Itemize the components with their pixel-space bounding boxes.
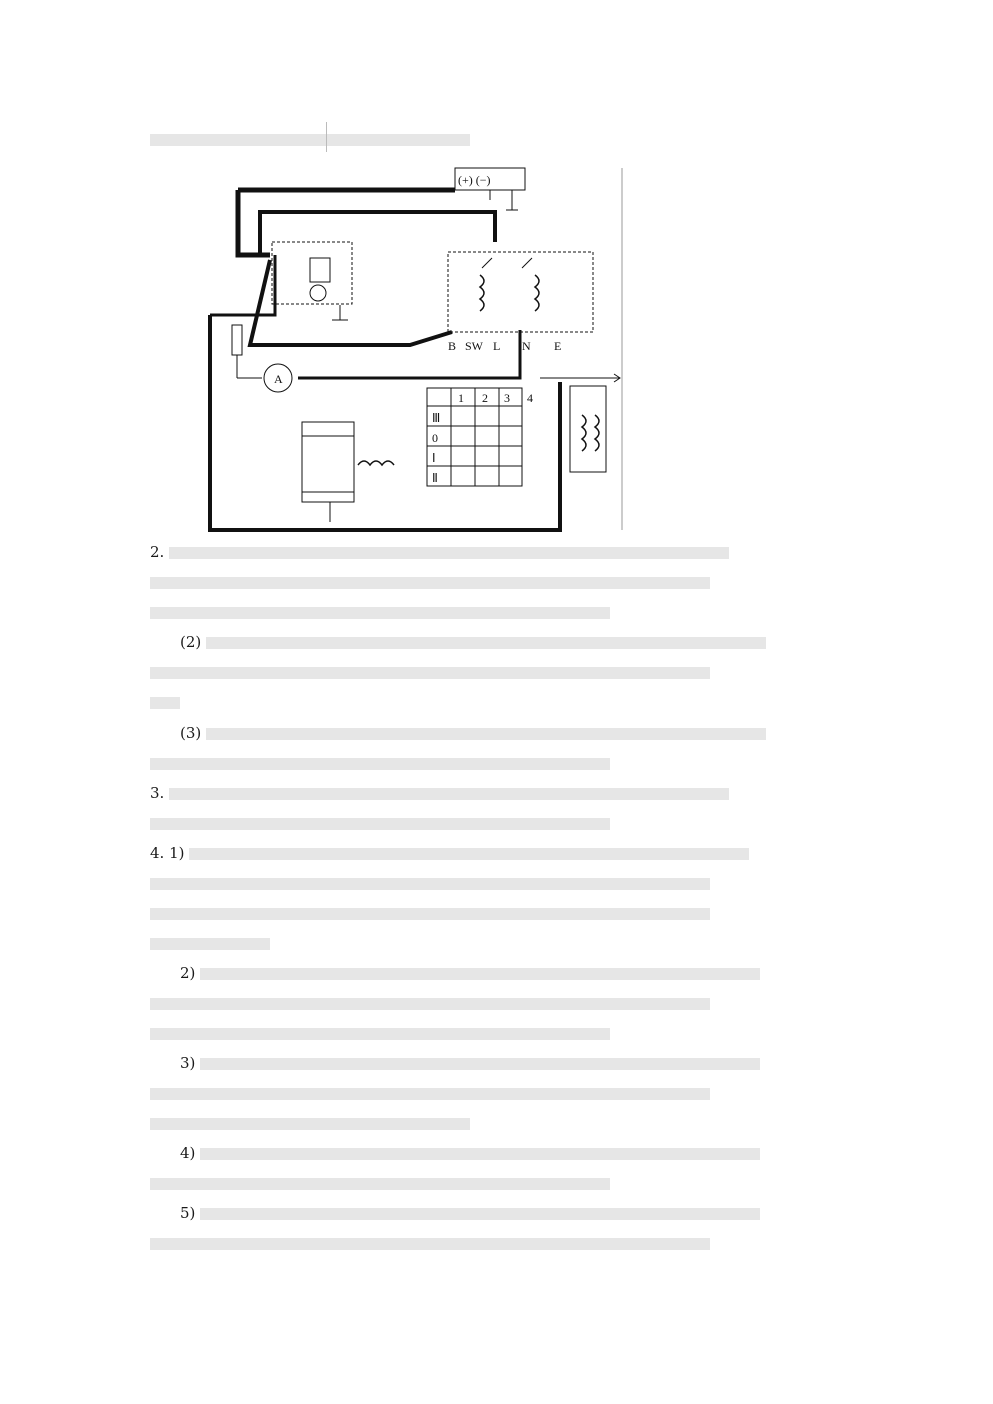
text-placeholder [150,1028,610,1040]
text-placeholder [150,1178,610,1190]
answer-1-heading [150,128,850,150]
switch-row-0: 0 [432,431,438,445]
text-placeholder [150,667,710,679]
text-placeholder [206,637,766,649]
answer-4-item-5-line-2 [150,1232,850,1254]
switch-col-2: 2 [482,391,488,405]
ammeter-label: A [274,372,283,386]
answer-2-para-2-line-1: (2) [180,631,850,653]
answer-2-line-2 [150,571,850,593]
answer-2-line-1: 2. [150,541,850,563]
text-placeholder [169,788,729,800]
answer-4-item-2-line-2 [150,992,850,1014]
text-placeholder [189,848,749,860]
answer-3-line-1: 3. [150,782,850,804]
terminal-sw: SW [465,339,483,353]
switch-row-2: Ⅱ [432,471,438,485]
text-placeholder [200,1208,760,1220]
circuit-diagram [190,160,640,540]
text-placeholder [150,1238,710,1250]
text-placeholder [150,998,710,1010]
answer-4-item-3-line-2 [150,1082,850,1104]
text-placeholder [150,577,710,589]
text-placeholder [150,1118,470,1130]
terminal-n: N [522,339,531,353]
answer-4-line-1: 4. 1) [150,842,850,864]
answer-4-line-3 [150,902,850,924]
answer-2-para-3-line-2 [150,752,850,774]
terminal-e: E [554,339,562,353]
answer-4-item-4-line-1: 4) [180,1142,850,1164]
text-placeholder [150,1088,710,1100]
terminal-b: B [448,339,457,353]
text-placeholder [200,968,760,980]
switch-col-1: 1 [458,391,464,405]
text-placeholder [150,607,610,619]
switch-row-1: Ⅰ [432,451,436,465]
answer-2-para-2-line-2 [150,661,850,683]
text-placeholder [150,818,610,830]
answer-4-line-4 [150,932,850,954]
answer-4-item-2-line-1: 2) [180,962,850,984]
answer-2-para-3-line-1: (3) [180,722,850,744]
answer-4-item-5-line-1: 5) [180,1202,850,1224]
text-placeholder [150,938,270,950]
text-placeholder [206,728,766,740]
text-cursor [326,122,327,152]
switch-col-3: 3 [504,391,510,405]
text-placeholder [169,547,729,559]
answer-4-item-3-line-1: 3) [180,1052,850,1074]
terminal-l: L [493,339,501,353]
answer-2-line-3 [150,601,850,623]
text-placeholder [150,134,470,146]
text-placeholder [150,758,610,770]
text-placeholder [200,1058,760,1070]
answer-2-para-2-line-3 [150,691,850,713]
answer-4-item-3-line-3 [150,1112,850,1134]
text-placeholder [150,878,710,890]
answer-4-item-2-line-3 [150,1022,850,1044]
answer-4-item-4-line-2 [150,1172,850,1194]
switch-row-3: Ⅲ [432,411,441,425]
text-placeholder [150,908,710,920]
answer-4-line-2 [150,872,850,894]
text-placeholder [200,1148,760,1160]
answer-3-line-2 [150,812,850,834]
switch-col-4: 4 [527,391,533,405]
battery-label: (+) (−) [458,173,491,187]
text-placeholder [150,697,180,709]
